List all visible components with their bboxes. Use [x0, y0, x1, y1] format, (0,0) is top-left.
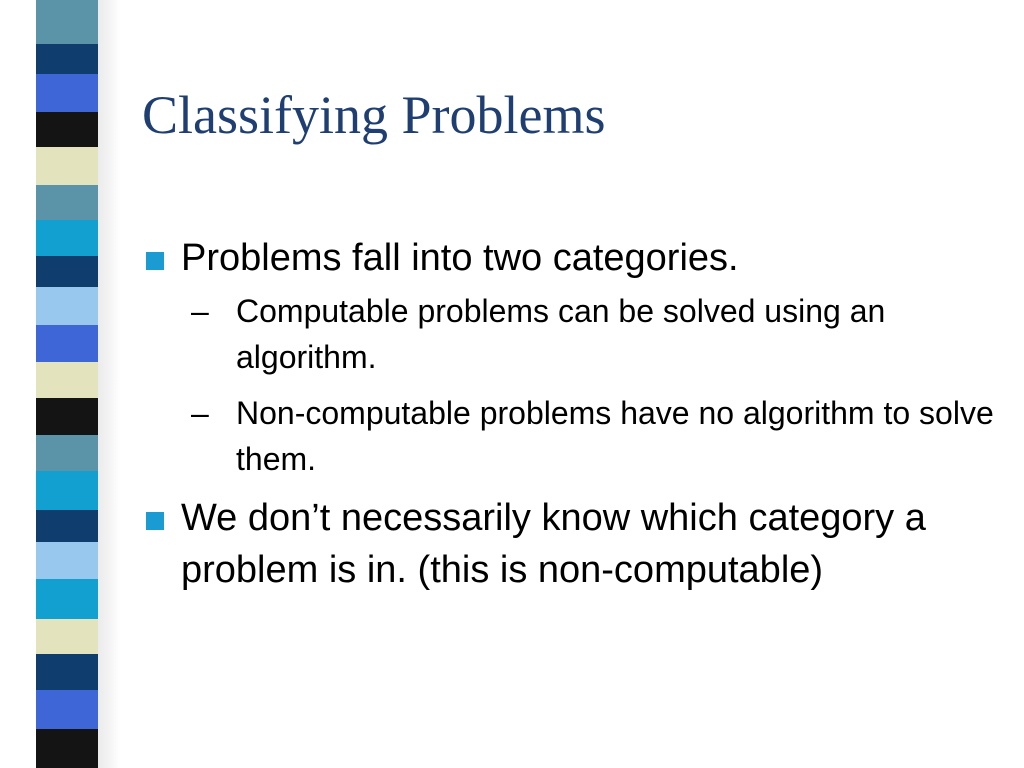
stripe-band: [36, 690, 98, 729]
decorative-stripe: [36, 0, 98, 768]
stripe-band: [36, 510, 98, 542]
stripe-band: [36, 287, 98, 325]
sub-bullet-text: Computable problems can be solved using an algorithm.: [236, 293, 886, 375]
stripe-band: [36, 435, 98, 471]
stripe-band: [36, 654, 98, 690]
bullet-list: [146, 232, 996, 604]
stripe-band: [36, 147, 98, 185]
bullet-item: [146, 232, 996, 482]
sub-bullet-item: [191, 390, 996, 482]
sub-bullet-text: Non-computable problems have no algorithm to solve them.: [236, 395, 994, 477]
square-bullet-icon: [146, 252, 164, 270]
bullet-item: [146, 492, 996, 596]
stripe-band: [36, 471, 98, 510]
bullet-text: We don’t necessarily know which category a problem is in. (this is non-computable): [181, 497, 926, 591]
bullet-text: Problems fall into two categories.: [181, 237, 739, 279]
stripe-band: [36, 362, 98, 398]
stripe-band: [36, 398, 98, 436]
square-bullet-icon: [146, 512, 164, 530]
slide-title: Classifying Problems: [142, 85, 606, 145]
dash-bullet-icon: –: [191, 395, 209, 431]
stripe-band: [36, 325, 98, 363]
stripe-band: [36, 0, 98, 44]
stripe-band: [36, 542, 98, 580]
stripe-band: [36, 220, 98, 256]
stripe-band: [36, 112, 98, 148]
stripe-band: [36, 256, 98, 288]
stripe-band: [36, 579, 98, 618]
dash-bullet-icon: –: [191, 293, 209, 329]
stripe-band: [36, 619, 98, 655]
stripe-band: [36, 74, 98, 112]
stripe-band: [36, 729, 98, 768]
sub-bullet-item: [191, 288, 996, 380]
sub-bullet-list: [181, 288, 996, 482]
stripe-band: [36, 44, 98, 74]
stripe-band: [36, 185, 98, 221]
